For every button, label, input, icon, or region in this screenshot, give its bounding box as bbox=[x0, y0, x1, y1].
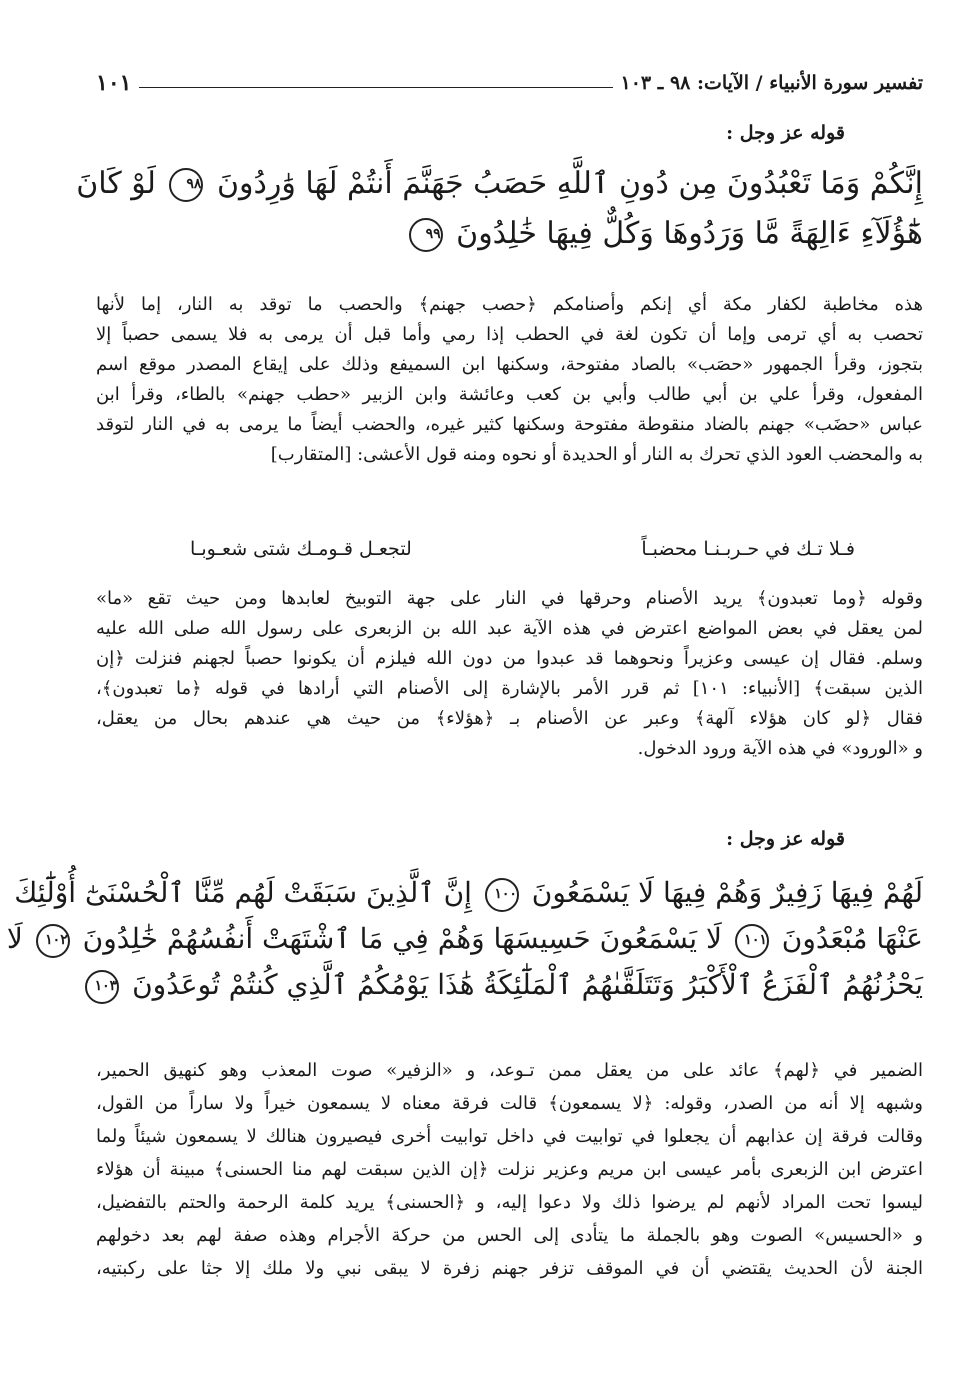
para2-line: فقال ﴿لو كان هؤلاء آلهة﴾ وعبر عن الأصنام بـ ﴿هؤلاء﴾ من حيث هي عندهم بحال من يعقل، bbox=[96, 708, 923, 729]
para2-line: لمن يعقل في بعض المواضع اعترض في هذه الآية عبد الله بن الزبعرى على رسول الله صلى الله عليه bbox=[96, 618, 923, 639]
verse-intro-1: قوله عز وجل : bbox=[726, 122, 845, 144]
para1-line: هذه مخاطبة لكفار مكة أي إنكم وأصنامكم ﴿حصب جهنم﴾ والحصب ما توقد به النار، إما لأنها bbox=[96, 294, 923, 315]
para1-line: تحصب به أي ترمى وإما أن تكون لغة في الحطب إذا رمي وأما قبل أن يرمى به فلا يسمى حصباً إلا bbox=[96, 324, 923, 345]
verse-line-2: هَٰٓؤُلَآءِ ءَالِهَةً مَّا وَرَدُوهَا وَكُلٌّ فِيهَا خَٰلِدُونَ ٩٩ bbox=[96, 216, 923, 266]
para1-line: به والمحضب العود الذي تحرك به النار أو الحديدة أو نحوه ومنه قول الأعشى: [المتقارب] bbox=[270, 444, 923, 465]
commentary-paragraph-3 bbox=[96, 1054, 923, 1285]
ayah-marker-99: ٩٩ bbox=[409, 218, 443, 252]
ayah-marker-103: ١٠٣ bbox=[85, 970, 119, 1004]
para3-line: ليسوا تحت المراد لأنهم لم يرضوا ذلك ولا دعوا إليه، و ﴿الحسنى﴾ يريد كلمة الرحمة والحتم بالتفضيل، bbox=[96, 1192, 923, 1213]
para3-line: الضمير في ﴿لهم﴾ عائد على من يعقل ممن تـوعد، و «الزفير» صوت المعذب وهو كنهيق الحمير، bbox=[96, 1060, 923, 1081]
poetry-verse bbox=[190, 538, 855, 560]
ayah-marker-98: ٩٨ bbox=[169, 168, 203, 202]
running-title: تفسير سورة الأنبياء / الآيات: ٩٨ ـ ١٠٣ bbox=[620, 72, 923, 94]
para3-line: وقالت فرقة إن عذابهم أن يجعلوا في توابيت في داخل توابيت أخرى فيصيرون هنالك لا يسمعون شيئاً ولما bbox=[96, 1126, 923, 1147]
ayah-marker-102: ١٠٢ bbox=[36, 924, 70, 958]
verse-line-2: عَنْهَا مُبْعَدُونَ ١٠١ لَا يَسْمَعُونَ حَسِيسَهَا وَهُمْ فِي مَا ٱشْتَهَتْ أَنفُسُهُمْ خَٰلِدُونَ ١٠٢ لَا bbox=[96, 922, 923, 968]
para3-line: اعترض ابن الزبعرى بأمر عيسى ابن مريم وعزير نزلت ﴿إن الذين سبقت لهم منا الحسنى﴾ مبينة أن هؤلاء bbox=[96, 1159, 923, 1180]
para3-line: وشبهه إلا أنه من الصدر، وقوله: ﴿لا يسمعون﴾ قالت فرقة معناه لا يسمعون خيراً ولا ساراً من القول، bbox=[96, 1093, 923, 1114]
verse-line-3: يَحْزُنُهُمُ ٱلْفَزَعُ ٱلْأَكْبَرُ وَتَتَلَقَّىٰهُمُ ٱلْمَلَٰٓئِكَةُ هَٰذَا يَوْمُكُمُ ٱلَّذِي كُنتُمْ تُوعَدُونَ ١٠٣ bbox=[96, 968, 923, 1014]
commentary-paragraph-1 bbox=[96, 290, 923, 470]
verse-intro-2: قوله عز وجل : bbox=[726, 828, 845, 850]
verse-line-1: لَهُمْ فِيهَا زَفِيرٌ وَهُمْ فِيهَا لَا يَسْمَعُونَ ١٠٠ إِنَّ ٱلَّذِينَ سَبَقَتْ لَهُم مِّنَّا ٱلْحُسْنَىٰٓ أُوْلَٰٓئِكَ bbox=[96, 876, 923, 922]
verse-line-1: إِنَّكُمْ وَمَا تَعْبُدُونَ مِن دُونِ ٱللَّهِ حَصَبُ جَهَنَّمَ أَنتُمْ لَهَا وَٰرِدُونَ ٩٨ لَوْ كَانَ bbox=[76, 166, 923, 201]
para1-line: المفعول، وقرأ علي بن أبي طالب وأبي بن كعب وعائشة وابن الزبير «حطب جهنم» بالطاء، وقرأ ابن bbox=[96, 384, 923, 405]
para2-line: الذين سبقت﴾ [الأنبياء: ١٠١] ثم قرر الأمر بالإشارة إلى الأصنام التي أرادها في قوله ﴿ما تعبدون﴾، bbox=[96, 678, 923, 699]
page-header bbox=[96, 66, 923, 100]
quran-verse-100-103 bbox=[6, 876, 923, 1014]
ayah-marker-101: ١٠١ bbox=[735, 924, 769, 958]
para1-line: بتجوز، وقرأ الجمهور «حصَب» بالصاد مفتوحة، وسكنها ابن السميفع وذلك على إيقاع المصدر موقع اسم bbox=[96, 354, 923, 375]
header-rule bbox=[139, 87, 612, 88]
para2-line: وقوله ﴿وما تعبدون﴾ يريد الأصنام وحرقها في النار على جهة التوبيخ لعابدها ومن حيث تقع «ما» bbox=[96, 588, 923, 609]
poem-hemistich-2: لتجعـل قـومـك شتى شعـوبـا bbox=[190, 538, 412, 560]
para1-line: عباس «حضَب» جهنم بالضاد منقوطة مفتوحة وسكنها كثير غيره، والحضب أيضاً ما يرمى به في النار لتوقد bbox=[96, 414, 923, 435]
ayah-marker-100: ١٠٠ bbox=[485, 878, 519, 912]
quran-verse-98-99 bbox=[76, 166, 923, 266]
para2-line: و «الورود» في هذه الآية ورود الدخول. bbox=[637, 738, 923, 759]
page-number: ١٠١ bbox=[96, 70, 132, 96]
poem-hemistich-1: فـلا تـك في حـربـنـا محضبـاً bbox=[641, 538, 855, 560]
para3-line: و «الحسيس» الصوت وهو بالجملة ما يتأدى إلى الحس من حركة الأجرام وهذه صفة لهم بعد دخولهم bbox=[96, 1225, 923, 1246]
para2-line: وسلم. فقال إن عيسى وعزيراً ونحوهما قد عبدوا من دون الله فيلزم أن يكونوا حصباً لجهنم فنزلت ﴿إن bbox=[96, 648, 923, 669]
para3-line: الجنة لأن الحديث يقتضي أن في الموقف تزفر جهنم زفرة لا يبقى نبي ولا ملك إلا جثا على ركبتيه، bbox=[96, 1258, 923, 1279]
commentary-paragraph-2 bbox=[96, 584, 923, 764]
